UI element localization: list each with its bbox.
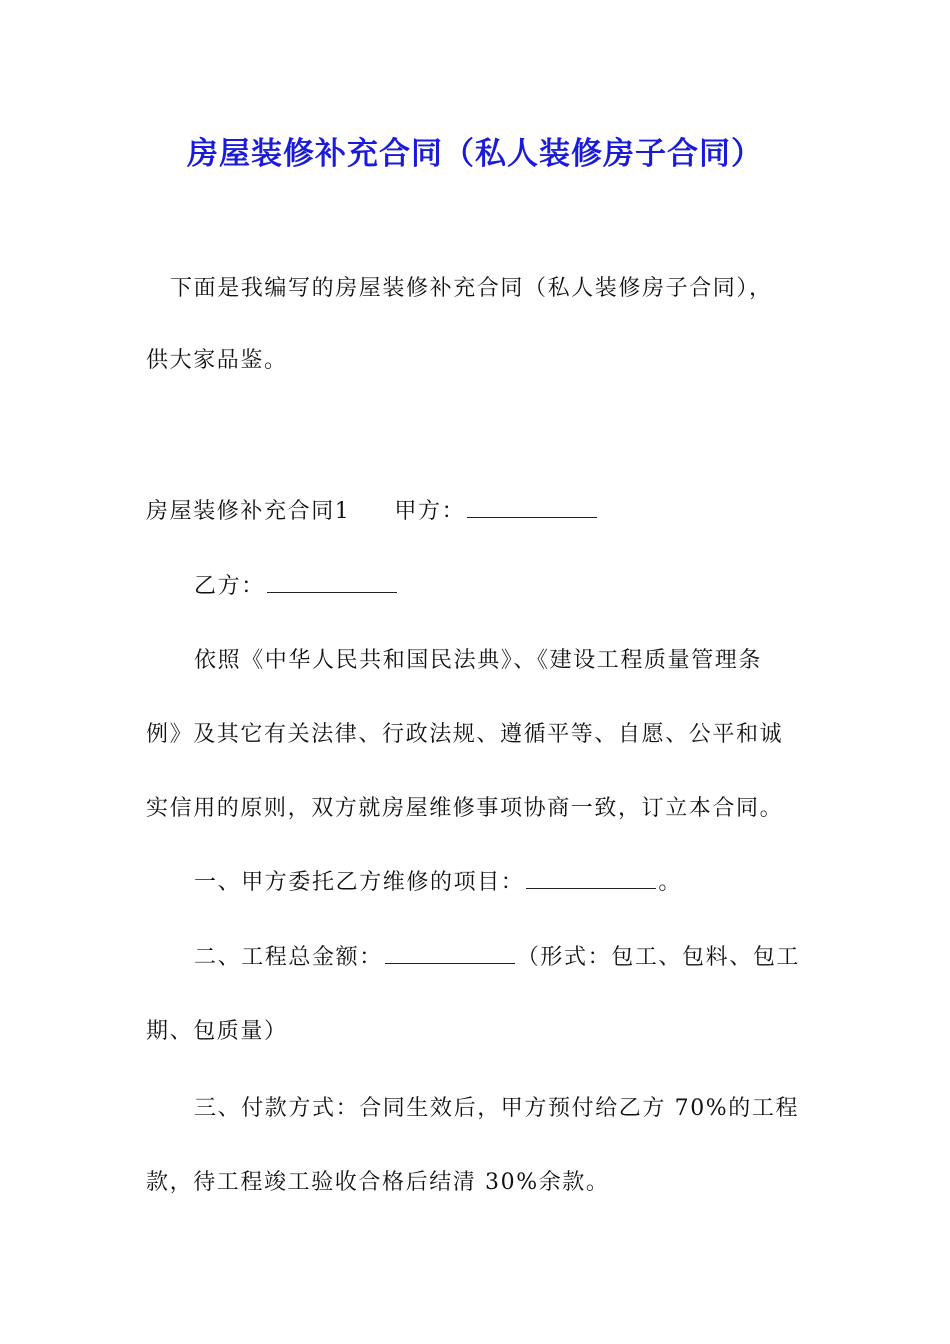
- party-a-label: 甲方：: [394, 499, 466, 524]
- party-b-blank: [267, 572, 397, 593]
- item-1-label: 一、甲方委托乙方维修的项目：: [194, 870, 525, 895]
- item-3-line-1: 三、付款方式：合同生效后，甲方预付给乙方 70%的工程: [194, 1096, 800, 1121]
- contract-heading-line: [146, 497, 816, 527]
- basis-line-3: 实信用的原则，双方就房屋维修事项协商一致，订立本合同。: [146, 796, 784, 821]
- party-b-label: 乙方：: [194, 574, 265, 599]
- item-2-rest: （形式：包工、包料、包工: [516, 945, 801, 970]
- contract-heading: 房屋装修补充合同1: [146, 499, 351, 524]
- item-1-end: 。: [658, 870, 683, 895]
- item-2-line-2: 期、包质量）: [146, 1019, 288, 1044]
- basis-line-1: 依照《中华人民共和国民法典》、《建设工程质量管理条: [194, 648, 763, 673]
- party-b-line: [194, 572, 864, 602]
- item-1-line: [194, 868, 864, 898]
- item-2-label: 二、工程总金额：: [194, 945, 383, 970]
- party-a-blank: [467, 497, 597, 518]
- item-1-blank: [526, 868, 656, 889]
- intro-line-2: 供大家品鉴。: [146, 348, 288, 373]
- basis-line-2: 例》及其它有关法律、行政法规、遵循平等、自愿、公平和诚: [146, 722, 784, 747]
- document-title: 房屋装修补充合同（私人装修房子合同）: [187, 136, 763, 172]
- item-3-line-2: 款，待工程竣工验收合格后结清 30%余款。: [146, 1170, 610, 1195]
- item-2-line: [194, 943, 864, 973]
- intro-line-1: 下面是我编写的房屋装修补充合同（私人装修房子合同），: [170, 276, 773, 301]
- item-2-blank: [385, 943, 515, 964]
